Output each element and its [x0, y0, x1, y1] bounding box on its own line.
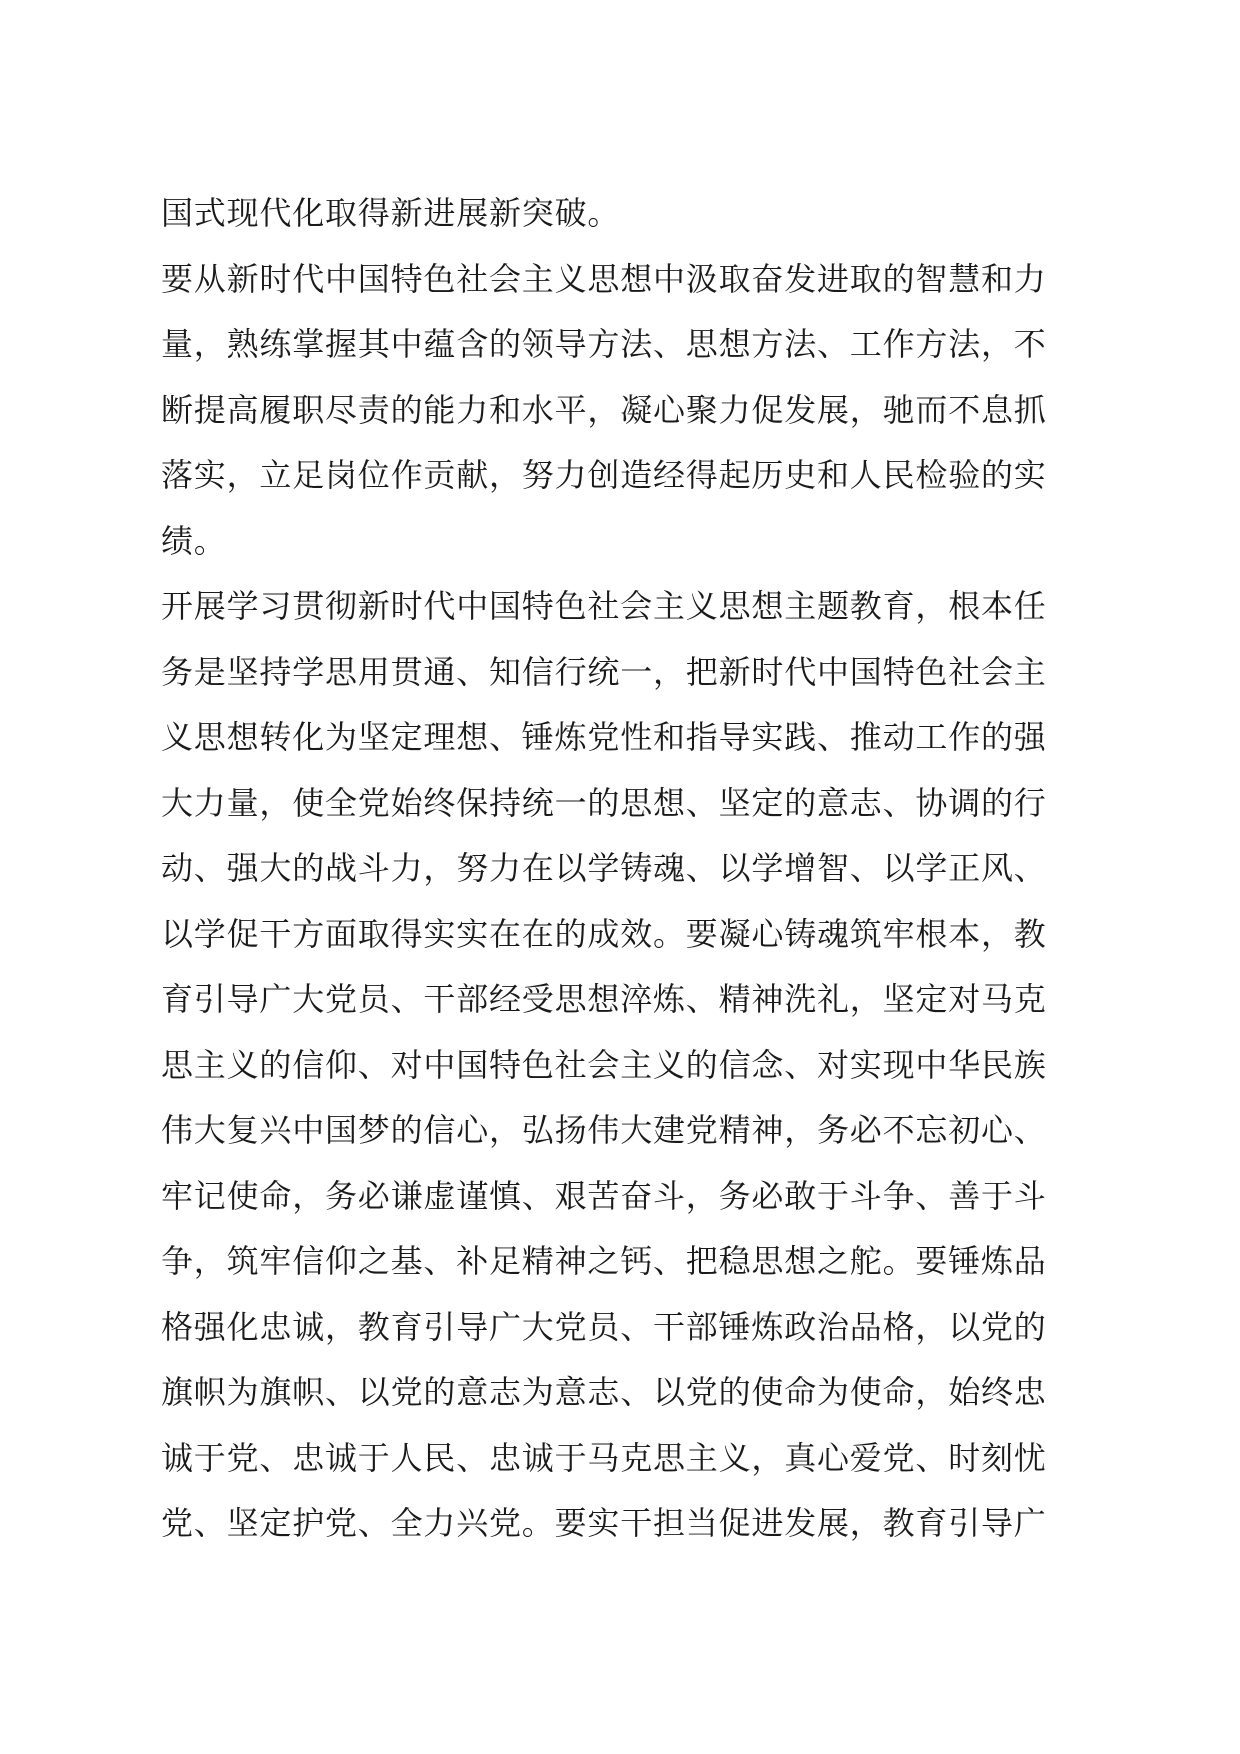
text-line: 大力量，使全党始终保持统一的思想、坚定的意志、协调的行 [161, 783, 1047, 822]
body-text [161, 181, 1091, 1557]
paragraph [161, 247, 1091, 575]
text-line: 党、坚定护党、全力兴党。要实干担当促进发展，教育引导广 [161, 1504, 1047, 1542]
text-line: 要从新时代中国特色社会主义思想中汲取奋发进取的智慧和力 [161, 259, 1047, 298]
paragraph [161, 574, 1091, 1557]
text-line: 旗帜为旗帜、以党的意志为意志、以党的使命为使命，始终忠 [161, 1373, 1047, 1411]
text-line: 伟大复兴中国梦的信心，弘扬伟大建党精神，务必不忘初心、 [161, 1111, 1047, 1149]
text-line: 国式现代化取得新进展新突破。 [161, 194, 621, 232]
text-line: 断提高履职尽责的能力和水平，凝心聚力促发展，驰而不息抓 [161, 390, 1047, 429]
text-line: 量，熟练掌握其中蕴含的领导方法、思想方法、工作方法，不 [161, 325, 1047, 363]
text-line: 落实，立足岗位作贡献，努力创造经得起历史和人民检验的实 [161, 456, 1047, 494]
text-line: 育引导广大党员、干部经受思想淬炼、精神洗礼，坚定对马克 [161, 980, 1047, 1018]
text-line: 绩。 [161, 521, 227, 560]
text-line: 争，筑牢信仰之基、补足精神之钙、把稳思想之舵。要锤炼品 [161, 1242, 1047, 1280]
text-line: 动、强大的战斗力，努力在以学铸魂、以学增智、以学正风、 [161, 849, 1047, 887]
text-line: 牢记使命，务必谦虚谨慎、艰苦奋斗，务必敢于斗争、善于斗 [161, 1176, 1047, 1215]
text-line: 务是坚持学思用贯通、知信行统一，把新时代中国特色社会主 [161, 652, 1047, 691]
text-line: 格强化忠诚，教育引导广大党员、干部锤炼政治品格，以党的 [161, 1307, 1047, 1346]
text-line: 义思想转化为坚定理想、锤炼党性和指导实践、推动工作的强 [161, 718, 1047, 756]
text-line: 诚于党、忠诚于人民、忠诚于马克思主义，真心爱党、时刻忧 [161, 1438, 1047, 1477]
text-line: 开展学习贯彻新时代中国特色社会主义思想主题教育，根本任 [161, 587, 1047, 625]
text-line: 以学促干方面取得实实在在的成效。要凝心铸魂筑牢根本，教 [161, 914, 1047, 953]
text-line: 思主义的信仰、对中国特色社会主义的信念、对实现中华民族 [161, 1045, 1047, 1084]
paragraph [161, 181, 1091, 247]
